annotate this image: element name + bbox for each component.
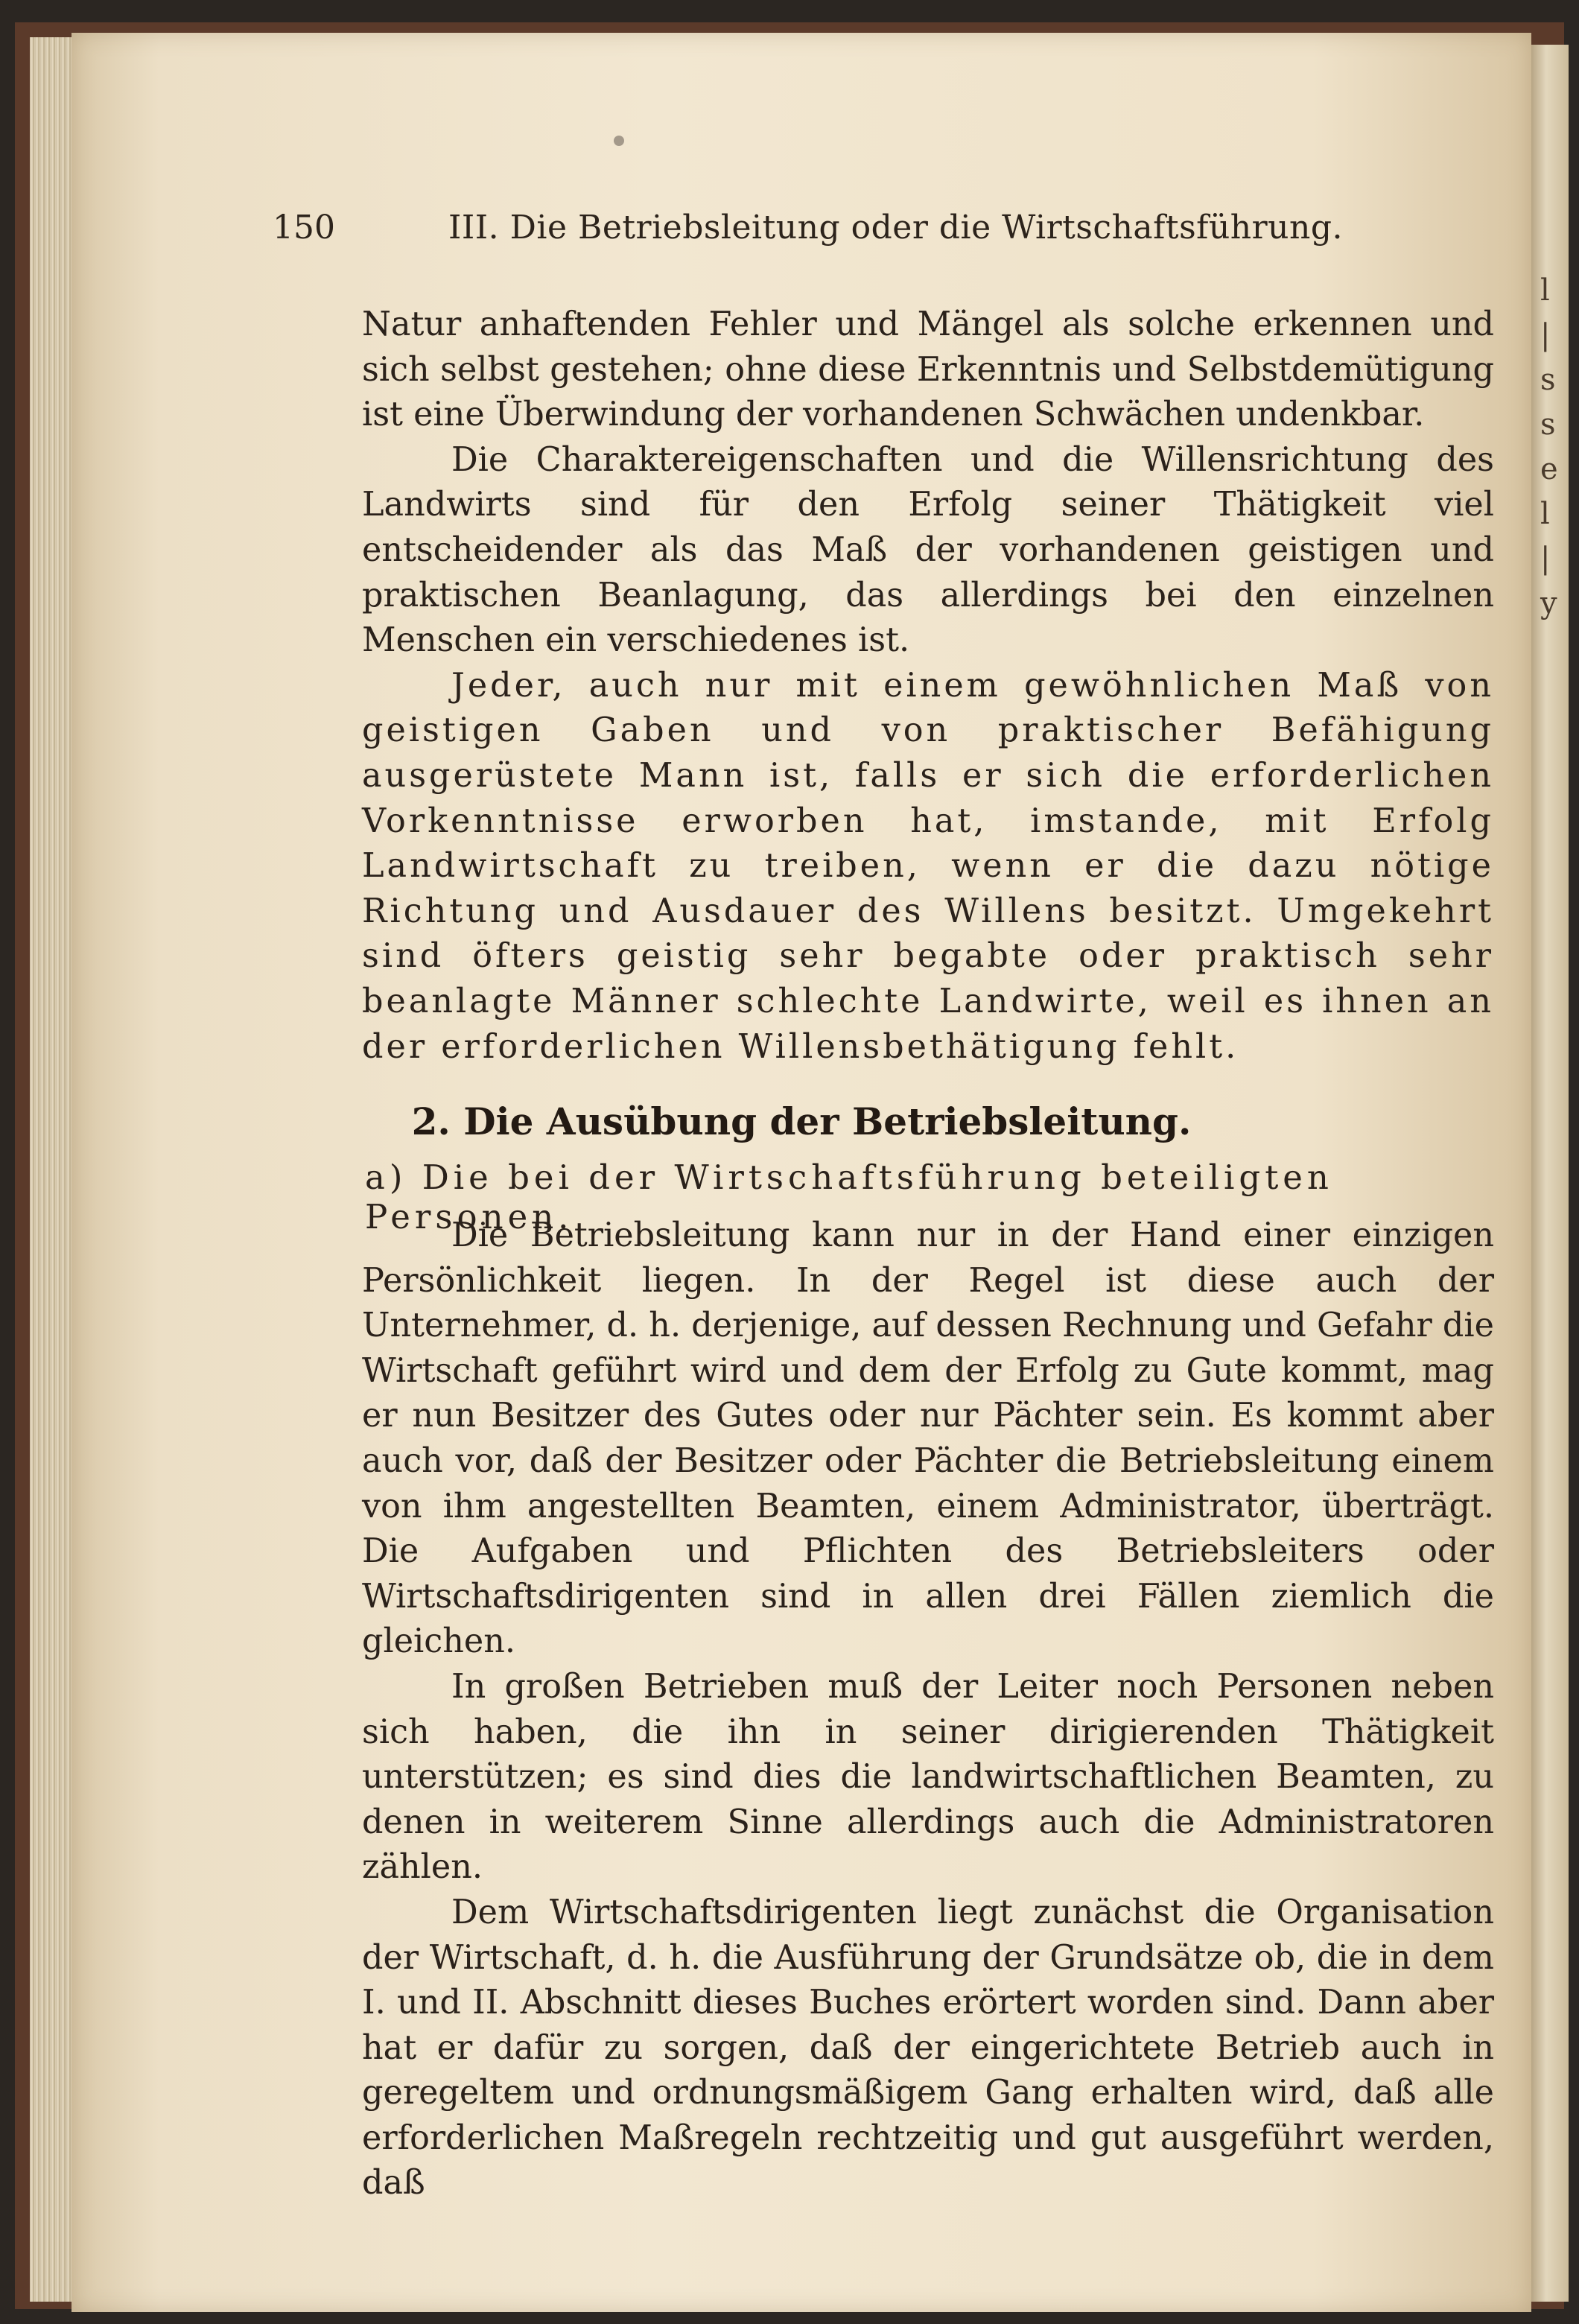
running-title: III. Die Betriebsleitung oder die Wirtschaftsführung.: [448, 209, 1344, 247]
page-number: 150: [273, 209, 335, 247]
section-heading: 2. Die Ausübung der Betriebsleitung.: [411, 1099, 1192, 1143]
next-page-edge: [1531, 45, 1569, 2302]
paragraph: Die Charaktereigenschaften und die Willensrichtung des Landwirts sind für den Erfolg seiner Thätigkeit viel entscheidender als das Maß der vorhandenen geistigen und praktischen Beanlagung, das allerdings bei den einzelnen Menschen ein verschiedenes ist.: [362, 440, 1494, 660]
paragraph: Jeder, auch nur mit einem gewöhnlichen Maß von geistigen Gaben und von praktischer Befähigung ausgerüstete Mann ist, falls er sich die erforderlichen Vorkenntnisse erworben hat, imstande, mit Erfolg Landwirtschaft zu treiben, wenn er die dazu nötige Richtung und Ausdauer des Willens besitzt. Umgekehrt sind öfters geistig sehr begabte oder praktisch sehr beanlagte Männer schlechte Landwirte, weil es ihnen an der erforderlichen Willensbethätigung fehlt.: [362, 666, 1494, 1066]
body-text-bottom: [362, 1213, 1494, 2206]
paragraph: Dem Wirtschaftsdirigenten liegt zunächst die Organisation der Wirtschaft, d. h. die Ausführung der Grundsätze ob, die in dem I. und II. Abschnitt dieses Buches erörtert worden sind. Dann aber hat er dafür zu sorgen, daß der eingerichtete Betrieb auch in geregeltem und ordnungsmäßigem Gang erhalten wird, daß alle erforderlichen Maßregeln rechtzeitig und gut ausgeführt werden, daß: [362, 1893, 1494, 2203]
paragraph: In großen Betrieben muß der Leiter noch Personen neben sich haben, die ihn in seiner dirigierenden Thätigkeit unterstützen; es sind dies die landwirtschaftlichen Beamten, zu denen in weiterem Sinne allerdings auch die Administratoren zählen.: [362, 1667, 1494, 1887]
paragraph: Die Betriebsleitung kann nur in der Hand einer einzigen Persönlichkeit liegen. In der Regel ist diese auch der Unternehmer, d. h. derjenige, auf dessen Rechnung und Gefahr die Wirtschaft geführt wird und dem der Erfolg zu Gute kommt, mag er nun Besitzer des Gutes oder nur Pächter sein. Es kommt aber auch vor, daß der Besitzer oder Pächter die Betriebsleitung einem von ihm angestellten Beamten, einem Administrator, überträgt. Die Aufgaben und Pflichten des Betriebsleiters oder Wirtschaftsdirigenten sind in allen drei Fällen ziemlich die gleichen.: [362, 1216, 1494, 1661]
next-page-marks: l | s s e l | y: [1540, 273, 1558, 620]
paragraph: Natur anhaftenden Fehler und Mängel als solche erkennen und sich selbst gestehen; ohne diese Erkenntnis und Selbstdemütigung ist eine Überwindung der vorhandenen Schwächen undenkbar.: [362, 305, 1494, 434]
ink-spot: [614, 136, 624, 146]
book-page: [72, 33, 1531, 2312]
body-text-top: [362, 302, 1494, 1070]
page-edges: [30, 37, 74, 2302]
subsection-heading: a) Die bei der Wirtschaftsführung beteiligten Personen.: [365, 1158, 1333, 1236]
